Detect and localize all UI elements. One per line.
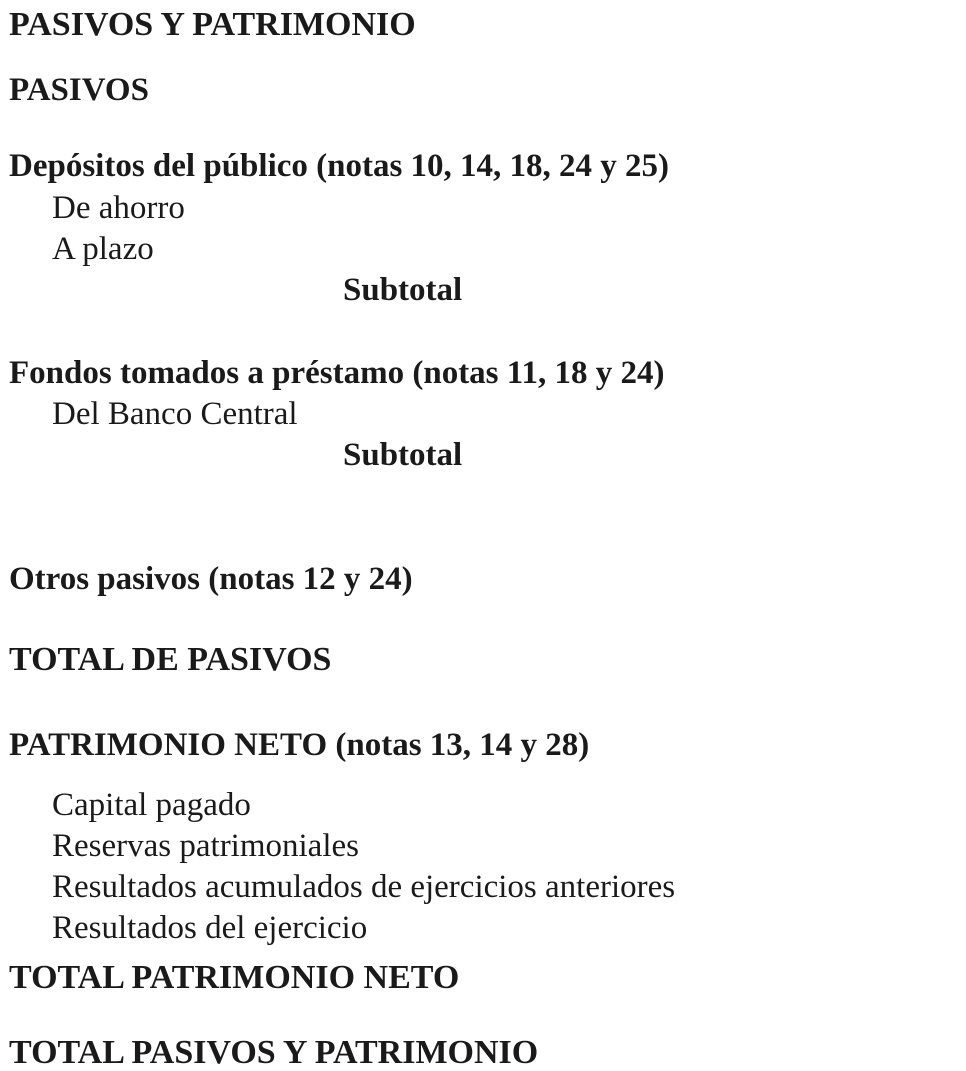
total-patrimonio-label: TOTAL PATRIMONIO NETO — [9, 959, 460, 996]
total-pasivos-patrimonio-label: TOTAL PASIVOS Y PATRIMONIO — [9, 1034, 539, 1071]
patrimonio-heading: PATRIMONIO NETO (notas 13, 14 y 28) — [9, 727, 590, 763]
page-title: PASIVOS Y PATRIMONIO — [9, 6, 416, 43]
section-header-pasivos: PASIVOS — [9, 72, 149, 108]
patrimonio-item-reservas: Reservas patrimoniales — [52, 828, 359, 864]
depositos-item-ahorro: De ahorro — [52, 190, 185, 226]
patrimonio-item-capital-pagado: Capital pagado — [52, 787, 251, 823]
depositos-item-plazo: A plazo — [52, 231, 154, 267]
fondos-item-banco-central: Del Banco Central — [52, 396, 298, 432]
otros-pasivos-heading: Otros pasivos (notas 12 y 24) — [9, 561, 413, 597]
depositos-subtotal-label: Subtotal — [343, 272, 463, 308]
patrimonio-item-resultados-acumulados: Resultados acumulados de ejercicios anteriores — [52, 869, 676, 905]
depositos-heading: Depósitos del público (notas 10, 14, 18, 24 y 25) — [9, 148, 670, 184]
fondos-subtotal-label: Subtotal — [343, 437, 463, 473]
total-pasivos-label: TOTAL DE PASIVOS — [9, 641, 332, 678]
fondos-heading: Fondos tomados a préstamo (notas 11, 18 y 24) — [9, 355, 665, 391]
patrimonio-item-resultados-ejercicio: Resultados del ejercicio — [52, 910, 368, 946]
